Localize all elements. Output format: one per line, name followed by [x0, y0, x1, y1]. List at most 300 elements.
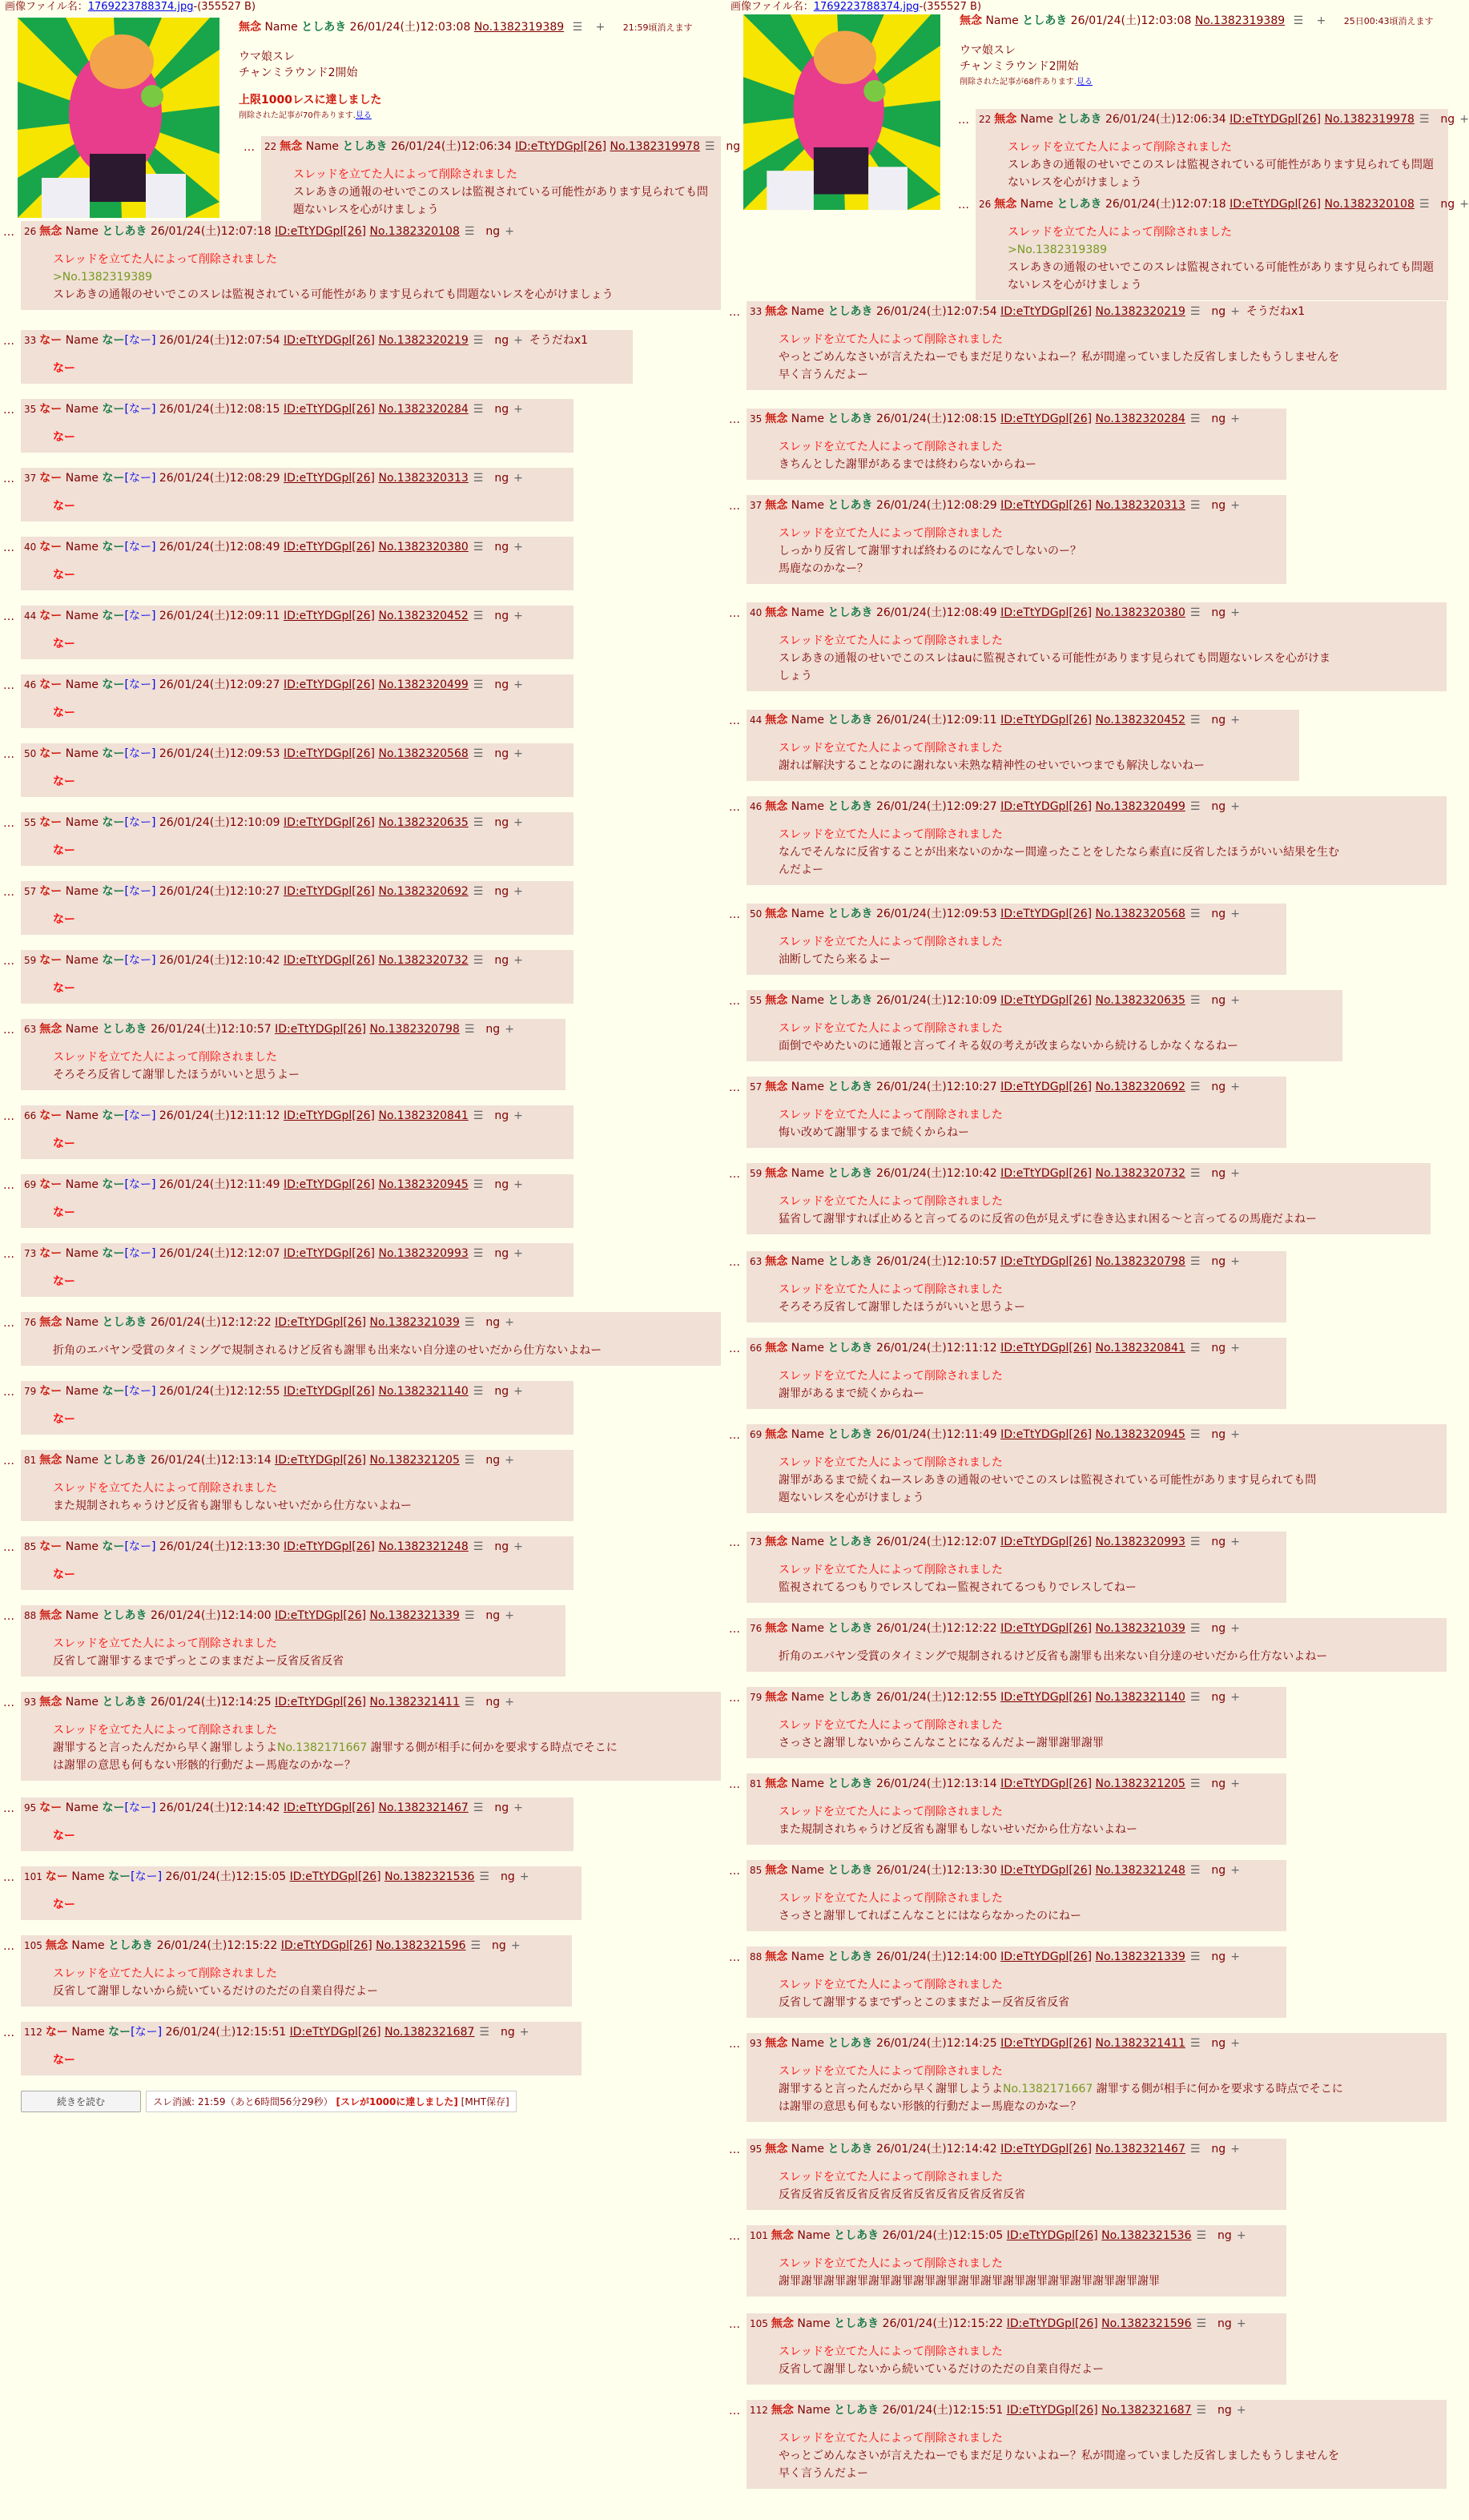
reply-plus-icon[interactable]: +	[510, 1939, 521, 1952]
reply-menu-icon[interactable]: ☰	[1189, 908, 1201, 920]
reply-ng-button[interactable]: ng	[1211, 1081, 1226, 1093]
reply-plus-icon[interactable]: +	[505, 1316, 514, 1329]
reply-plus-icon[interactable]: +	[1230, 1950, 1240, 1963]
reply-no-link[interactable]: No.1382319978	[610, 140, 700, 153]
reply-id-link[interactable]: ID:eTtYDGpl[26]	[1000, 499, 1093, 512]
reply-id-link[interactable]: ID:eTtYDGpl[26]	[284, 334, 376, 347]
reply-no-link[interactable]: No.1382320692	[1095, 1081, 1185, 1093]
reply-id-link[interactable]: ID:eTtYDGpl[26]	[1230, 113, 1322, 126]
reply-menu-icon[interactable]: ☰	[1196, 2317, 1207, 2330]
reply-menu-icon[interactable]: ☰	[473, 816, 484, 829]
reply-id-link[interactable]: ID:eTtYDGpl[26]	[284, 541, 376, 554]
reply-no-link[interactable]: No.1382320108	[369, 225, 460, 238]
reply-no-link[interactable]: No.1382321205	[1095, 1777, 1185, 1790]
reply-mail-link[interactable]: [なー]	[124, 954, 156, 967]
reply-id-link[interactable]: ID:eTtYDGpl[26]	[1000, 1167, 1093, 1180]
reply-ng-button[interactable]: ng	[494, 1385, 509, 1398]
reply-no-link[interactable]: No.1382321596	[376, 1939, 466, 1952]
reply-ng-button[interactable]: ng	[726, 140, 741, 153]
reply-no-link[interactable]: No.1382320732	[378, 954, 469, 967]
reply-plus-icon[interactable]: +	[513, 747, 523, 760]
reply-plus-icon[interactable]: +	[1230, 908, 1240, 920]
reply-no-link[interactable]: No.1382320798	[369, 1023, 460, 1036]
reply-ng-button[interactable]: ng	[494, 885, 509, 898]
reply-no-link[interactable]: No.1382320219	[1095, 305, 1185, 318]
reply-id-link[interactable]: ID:eTtYDGpl[26]	[1000, 1255, 1093, 1268]
reply-ng-button[interactable]: ng	[485, 1696, 501, 1709]
reply-no-link[interactable]: No.1382320452	[1095, 714, 1185, 727]
op-thumbnail[interactable]	[18, 18, 219, 218]
reply-menu-icon[interactable]: ☰	[473, 334, 484, 347]
reply-id-link[interactable]: ID:eTtYDGpl[26]	[1000, 908, 1093, 920]
reply-ng-button[interactable]: ng	[494, 816, 509, 829]
reply-id-link[interactable]: ID:eTtYDGpl[26]	[284, 403, 376, 416]
reply-mail-link[interactable]: [なー]	[131, 2026, 163, 2039]
reply-id-link[interactable]: ID:eTtYDGpl[26]	[1000, 1081, 1093, 1093]
reply-ng-button[interactable]: ng	[494, 954, 509, 967]
reply-plus-icon[interactable]: +	[513, 1247, 523, 1260]
reply-id-link[interactable]: ID:eTtYDGpl[26]	[284, 678, 376, 691]
reply-plus-icon[interactable]: +	[1230, 1255, 1240, 1268]
reply-ng-button[interactable]: ng	[1211, 714, 1226, 727]
reply-menu-icon[interactable]: ☰	[473, 954, 484, 967]
reply-mail-link[interactable]: [なー]	[124, 1178, 156, 1191]
reply-menu-icon[interactable]: ☰	[473, 678, 484, 691]
read-more-button[interactable]: 続きを読む	[21, 2091, 141, 2112]
reply-plus-icon[interactable]: +	[513, 1178, 523, 1191]
reply-no-link[interactable]: No.1382320568	[378, 747, 469, 760]
reply-ng-button[interactable]: ng	[494, 1178, 509, 1191]
reply-ng-button[interactable]: ng	[494, 1109, 509, 1122]
reply-no-link[interactable]: No.1382320108	[1324, 198, 1415, 211]
file-link[interactable]: 1769223788374.jpg	[813, 1, 920, 13]
reply-id-link[interactable]: ID:eTtYDGpl[26]	[284, 472, 376, 485]
reply-id-link[interactable]: ID:eTtYDGpl[26]	[284, 1178, 376, 1191]
reply-ng-button[interactable]: ng	[1211, 1777, 1226, 1790]
reply-no-link[interactable]: No.1382320945	[1095, 1428, 1185, 1441]
reply-menu-icon[interactable]: ☰	[1189, 305, 1201, 318]
reply-id-link[interactable]: ID:eTtYDGpl[26]	[1000, 1691, 1093, 1704]
reply-ng-button[interactable]: ng	[485, 225, 501, 238]
reply-ng-button[interactable]: ng	[1217, 2317, 1232, 2330]
reply-id-link[interactable]: ID:eTtYDGpl[26]	[284, 1109, 376, 1122]
reply-id-link[interactable]: ID:eTtYDGpl[26]	[1000, 305, 1093, 318]
reply-indent-marker: …	[3, 817, 14, 830]
reply-menu-icon[interactable]: ☰	[1189, 1255, 1201, 1268]
reply-menu-icon[interactable]: ☰	[473, 1178, 484, 1191]
reply-no-link[interactable]: No.1382320798	[1095, 1255, 1185, 1268]
reply-plus-icon[interactable]: +	[505, 225, 514, 238]
reply-no-link[interactable]: No.1382320841	[1095, 1342, 1185, 1355]
reply-id-link[interactable]: ID:eTtYDGpl[26]	[1000, 606, 1093, 619]
reply-menu-icon[interactable]: ☰	[1189, 994, 1201, 1007]
reply-plus-icon[interactable]: +	[513, 1540, 523, 1553]
reply-number: 66	[750, 1343, 763, 1354]
reply-plus-icon[interactable]: +	[1230, 1864, 1240, 1877]
reply-no-link[interactable]: No.1382321205	[369, 1454, 460, 1467]
reply-quote-link[interactable]: No.1382171667	[277, 1741, 368, 1754]
reply-menu-icon[interactable]: ☰	[473, 1247, 484, 1260]
reply-no-link[interactable]: No.1382320313	[378, 472, 469, 485]
reply-id-link[interactable]: ID:eTtYDGpl[26]	[284, 1801, 376, 1814]
reply-ng-button[interactable]: ng	[500, 2026, 515, 2039]
reply-ng-button[interactable]: ng	[1211, 1691, 1226, 1704]
reply-no-link[interactable]: No.1382320380	[1095, 606, 1185, 619]
reply-ng-button[interactable]: ng	[1211, 1428, 1226, 1441]
reply-plus-icon[interactable]: +	[513, 403, 523, 416]
reply-menu-icon[interactable]: ☰	[464, 1609, 475, 1622]
reply-no-link[interactable]: No.1382321536	[384, 1870, 475, 1883]
reply-id-link[interactable]: ID:eTtYDGpl[26]	[1230, 198, 1322, 211]
reply-ng-button[interactable]: ng	[1211, 2037, 1226, 2050]
reply-menu-icon[interactable]: ☰	[1189, 800, 1201, 813]
reply-menu-icon[interactable]: ☰	[1189, 714, 1201, 727]
reply-plus-icon[interactable]: +	[519, 1870, 529, 1883]
reply-plus-icon[interactable]: +	[1230, 1536, 1240, 1548]
reply-mail-link[interactable]: [なー]	[124, 472, 156, 485]
reply-ng-button[interactable]: ng	[485, 1023, 501, 1036]
reply-plus-icon[interactable]: +	[1236, 2404, 1246, 2417]
reply-no-link[interactable]: No.1382320499	[1095, 800, 1185, 813]
reply-number: 112	[24, 2027, 42, 2038]
reply-menu-icon[interactable]: ☰	[473, 747, 484, 760]
reply-menu-icon[interactable]: ☰	[1189, 1167, 1201, 1180]
reply-no-link[interactable]: No.1382320284	[1095, 413, 1185, 425]
reply-ng-button[interactable]: ng	[1211, 606, 1226, 619]
reply-plus-icon[interactable]: +	[513, 1385, 523, 1398]
reply-no-link[interactable]: No.1382320732	[1095, 1167, 1185, 1180]
reply-mail-link[interactable]: [なー]	[124, 816, 156, 829]
op-menu-icon[interactable]: ☰	[572, 21, 583, 34]
reply-no-link[interactable]: No.1382320993	[1095, 1536, 1185, 1548]
reply-menu-icon[interactable]: ☰	[473, 1109, 484, 1122]
reply-id-link[interactable]: ID:eTtYDGpl[26]	[284, 1385, 376, 1398]
reply-plus-icon[interactable]: +	[1230, 1622, 1240, 1635]
reply-no-link[interactable]: No.1382321467	[378, 1801, 469, 1814]
reply-mail-link[interactable]: [なー]	[124, 678, 156, 691]
reply-menu-icon[interactable]: ☰	[1189, 2037, 1201, 2050]
reply-plus-icon[interactable]: +	[1230, 1167, 1240, 1180]
reply-ng-button[interactable]: ng	[1211, 994, 1226, 1007]
reply-id-link[interactable]: ID:eTtYDGpl[26]	[280, 1939, 372, 1952]
reply-id-link[interactable]: ID:eTtYDGpl[26]	[284, 747, 376, 760]
reply-ng-button[interactable]: ng	[494, 678, 509, 691]
reply-ng-button[interactable]: ng	[1211, 1342, 1226, 1355]
reply-menu-icon[interactable]: ☰	[1189, 1536, 1201, 1548]
reply-plus-icon[interactable]: +	[1230, 2143, 1240, 2156]
reply-menu-icon[interactable]: ☰	[473, 1385, 484, 1398]
reply-plus-icon[interactable]: +	[505, 1023, 514, 1036]
reply-no-link[interactable]: No.1382320841	[378, 1109, 469, 1122]
reply-menu-icon[interactable]: ☰	[464, 1316, 475, 1329]
reply-no-link[interactable]: No.1382320993	[378, 1247, 469, 1260]
reply-plus-icon[interactable]: +	[505, 1454, 514, 1467]
reply-no-link[interactable]: No.1382321467	[1095, 2143, 1185, 2156]
reply-no-link[interactable]: No.1382321411	[1095, 2037, 1185, 2050]
reply-id-link[interactable]: ID:eTtYDGpl[26]	[1000, 413, 1093, 425]
reply-ng-button[interactable]: ng	[1211, 413, 1226, 425]
reply-id-link[interactable]: ID:eTtYDGpl[26]	[275, 1316, 367, 1329]
reply-plus-icon[interactable]: +	[513, 678, 523, 691]
reply-plus-icon[interactable]: +	[1230, 800, 1240, 813]
reply-mail-link[interactable]: [なー]	[124, 885, 156, 898]
reply-plus-icon[interactable]: +	[513, 472, 523, 485]
reply-menu-icon[interactable]: ☰	[1189, 606, 1201, 619]
reply-menu-icon[interactable]: ☰	[1189, 499, 1201, 512]
reply-mail-link[interactable]: [なー]	[124, 1385, 156, 1398]
reply-menu-icon[interactable]: ☰	[473, 610, 484, 622]
mht-save-link[interactable]: [MHT保存]	[461, 2096, 509, 2107]
reply-ng-button[interactable]: ng	[485, 1454, 501, 1467]
reply-menu-icon[interactable]: ☰	[1189, 1428, 1201, 1441]
reply-ng-button[interactable]: ng	[485, 1316, 501, 1329]
reply-plus-icon[interactable]: +	[1230, 1777, 1240, 1790]
reply-mail-link[interactable]: [なー]	[124, 610, 156, 622]
reply-ng-button[interactable]: ng	[1211, 1536, 1226, 1548]
reply-ng-button[interactable]: ng	[494, 472, 509, 485]
reply-no-link[interactable]: No.1382321248	[378, 1540, 469, 1553]
reply-ng-button[interactable]: ng	[1211, 1622, 1226, 1635]
reply-ng-button[interactable]: ng	[494, 1540, 509, 1553]
reply-line: は謝罪の意思も何もない形骸的行動だよー馬鹿なのかなー？	[779, 2100, 1081, 2113]
reply-no-link[interactable]: No.1382320284	[378, 403, 469, 416]
reply-plus-icon[interactable]: +	[1230, 606, 1240, 619]
reply-menu-icon[interactable]: ☰	[479, 1870, 489, 1883]
reply-mail-link[interactable]: [なー]	[124, 1109, 156, 1122]
reply-plus-icon[interactable]: +	[513, 334, 523, 347]
reply-ng-button[interactable]: ng	[494, 541, 509, 554]
reply-id-link[interactable]: ID:eTtYDGpl[26]	[1000, 2037, 1093, 2050]
op-no-link[interactable]: No.1382319389	[473, 21, 565, 34]
reply-mail-link[interactable]: [なー]	[124, 747, 156, 760]
reply-no-link[interactable]: No.1382321039	[1095, 1622, 1185, 1635]
reply-plus-icon[interactable]: +	[1230, 994, 1240, 1007]
reply-menu-icon[interactable]: ☰	[464, 1023, 475, 1036]
reply-no-link[interactable]: No.1382320635	[1095, 994, 1185, 1007]
reply-id-link[interactable]: ID:eTtYDGpl[26]	[1006, 2404, 1098, 2417]
reply-no-link[interactable]: No.1382321339	[1095, 1950, 1185, 1963]
reply-plus-icon[interactable]: +	[1230, 413, 1240, 425]
reply-menu-icon[interactable]: ☰	[473, 403, 484, 416]
reply-id-link[interactable]: ID:eTtYDGpl[26]	[275, 1454, 367, 1467]
reply-menu-icon[interactable]: ☰	[473, 1540, 484, 1553]
reply-ng-button[interactable]: ng	[1211, 2143, 1226, 2156]
reply-plus-icon[interactable]: +	[1236, 2229, 1246, 2242]
reply-menu-icon[interactable]: ☰	[479, 2026, 489, 2039]
reply-menu-icon[interactable]: ☰	[473, 541, 484, 554]
reply-ng-button[interactable]: ng	[485, 1609, 501, 1622]
reply-plus-icon[interactable]: +	[513, 541, 523, 554]
reply-id-link[interactable]: ID:eTtYDGpl[26]	[515, 140, 607, 153]
reply-plus-icon[interactable]: +	[513, 1109, 523, 1122]
reply-no-link[interactable]: No.1382319978	[1324, 113, 1415, 126]
reply-ng-button[interactable]: ng	[1440, 113, 1455, 126]
reply-quote-link[interactable]: No.1382171667	[1003, 2083, 1093, 2095]
reply-id-link[interactable]: ID:eTtYDGpl[26]	[1000, 800, 1093, 813]
reply-ng-button[interactable]: ng	[494, 403, 509, 416]
reply-menu-icon[interactable]: ☰	[1189, 413, 1201, 425]
reply-ng-button[interactable]: ng	[1440, 198, 1455, 211]
reply-id-link[interactable]: ID:eTtYDGpl[26]	[275, 1609, 367, 1622]
reply-id-link[interactable]: ID:eTtYDGpl[26]	[284, 816, 376, 829]
reply-no-link[interactable]: No.1382320635	[378, 816, 469, 829]
reply-menu-icon[interactable]: ☰	[473, 1801, 484, 1814]
reply-ng-button[interactable]: ng	[494, 610, 509, 622]
reply-no-link[interactable]: No.1382321248	[1095, 1864, 1185, 1877]
reply-menu-icon[interactable]: ☰	[473, 885, 484, 898]
reply-mail-link[interactable]: [なー]	[124, 334, 156, 347]
reply-no-link[interactable]: No.1382320219	[378, 334, 469, 347]
reply-no-link[interactable]: No.1382321411	[369, 1696, 460, 1709]
reply-no-link[interactable]: No.1382321536	[1101, 2229, 1192, 2242]
reply-menu-icon[interactable]: ☰	[1189, 1622, 1201, 1635]
reply-ng-button[interactable]: ng	[1211, 1167, 1226, 1180]
reply-ng-button[interactable]: ng	[1217, 2229, 1232, 2242]
reply-no-link[interactable]: No.1382320945	[378, 1178, 469, 1191]
reply-mail-link[interactable]: [なー]	[131, 1870, 163, 1883]
reply-menu-icon[interactable]: ☰	[1189, 1950, 1201, 1963]
reply-id-link[interactable]: ID:eTtYDGpl[26]	[1006, 2229, 1098, 2242]
reply-ng-button[interactable]: ng	[492, 1939, 506, 1952]
reply-menu-icon[interactable]: ☰	[1189, 1342, 1201, 1355]
reply-ng-button[interactable]: ng	[494, 1801, 509, 1814]
reply-plus-icon[interactable]: +	[1230, 499, 1240, 512]
reply-plus-icon[interactable]: +	[1230, 1081, 1240, 1093]
reply-plus-icon[interactable]: +	[1459, 198, 1469, 211]
reply-menu-icon[interactable]: ☰	[1419, 198, 1430, 211]
reply-id-link[interactable]: ID:eTtYDGpl[26]	[1000, 1622, 1093, 1635]
reply-menu-icon[interactable]: ☰	[1189, 1864, 1201, 1877]
reply-id-link[interactable]: ID:eTtYDGpl[26]	[275, 1023, 367, 1036]
reply-plus-icon[interactable]: +	[1230, 1428, 1240, 1441]
reply-ng-button[interactable]: ng	[1211, 305, 1226, 318]
reply-soudane[interactable]: そうだねx1	[529, 334, 589, 347]
reply-plus-icon[interactable]: +	[505, 1696, 514, 1709]
reply-menu-icon[interactable]: ☰	[1189, 2143, 1201, 2156]
reply-ng-button[interactable]: ng	[1211, 499, 1226, 512]
reply-id-link[interactable]: ID:eTtYDGpl[26]	[275, 1696, 367, 1709]
reply-ng-button[interactable]: ng	[494, 1247, 509, 1260]
reply-id-link[interactable]: ID:eTtYDGpl[26]	[1000, 1864, 1093, 1877]
reply-id-link[interactable]: ID:eTtYDGpl[26]	[1000, 994, 1093, 1007]
reply-menu-icon[interactable]: ☰	[464, 225, 475, 238]
reply-menu-icon[interactable]: ☰	[1189, 1777, 1201, 1790]
reply-plus-icon[interactable]: +	[513, 610, 523, 622]
reply-mail-link[interactable]: [なー]	[124, 1247, 156, 1260]
reply-ng-button[interactable]: ng	[500, 1870, 515, 1883]
reply-ng-button[interactable]: ng	[1211, 908, 1226, 920]
reply-menu-icon[interactable]: ☰	[704, 140, 715, 153]
reply-no-link[interactable]: No.1382321339	[369, 1609, 460, 1622]
reply-id-link[interactable]: ID:eTtYDGpl[26]	[1000, 1536, 1093, 1548]
reply-id-link[interactable]: ID:eTtYDGpl[26]	[284, 610, 376, 622]
deleted-view-link[interactable]: 見る	[355, 111, 372, 120]
reply-plus-icon[interactable]: +	[1236, 2317, 1246, 2330]
reply-ng-button[interactable]: ng	[494, 747, 509, 760]
reply-mail-link[interactable]: [なー]	[124, 1801, 156, 1814]
reply-id-link[interactable]: ID:eTtYDGpl[26]	[284, 1247, 376, 1260]
reply-no-link[interactable]: No.1382320692	[378, 885, 469, 898]
file-link[interactable]: 1769223788374.jpg	[87, 1, 194, 13]
reply-box	[21, 399, 574, 453]
reply-plus-icon[interactable]: +	[1230, 1342, 1240, 1355]
reply-ng-button[interactable]: ng	[1211, 1864, 1226, 1877]
reply-plus-icon[interactable]: +	[513, 1801, 523, 1814]
reply-no-link[interactable]: No.1382320568	[1095, 908, 1185, 920]
reply-plus-icon[interactable]: +	[1230, 2037, 1240, 2050]
reply-no-link[interactable]: No.1382321687	[1101, 2404, 1192, 2417]
reply-ng-button[interactable]: ng	[1211, 1255, 1226, 1268]
op-no-link[interactable]: No.1382319389	[1194, 14, 1286, 27]
reply-plus-icon[interactable]: +	[1230, 714, 1240, 727]
reply-no-link[interactable]: No.1382321687	[384, 2026, 475, 2039]
reply-id-link[interactable]: ID:eTtYDGpl[26]	[1000, 2143, 1093, 2156]
reply-menu-icon[interactable]: ☰	[470, 1939, 481, 1952]
reply-id-link[interactable]: ID:eTtYDGpl[26]	[284, 954, 376, 967]
reply-id-link[interactable]: ID:eTtYDGpl[26]	[1000, 714, 1093, 727]
deleted-view-link[interactable]: 見る	[1076, 78, 1093, 87]
reply-id-link[interactable]: ID:eTtYDGpl[26]	[284, 1540, 376, 1553]
reply-menu-icon[interactable]: ☰	[1196, 2229, 1207, 2242]
op-menu-icon[interactable]: ☰	[1293, 14, 1304, 27]
reply-id-link[interactable]: ID:eTtYDGpl[26]	[1000, 1342, 1093, 1355]
reply-plus-icon[interactable]: +	[505, 1609, 514, 1622]
reply-menu-icon[interactable]: ☰	[1189, 1081, 1201, 1093]
reply-id-link[interactable]: ID:eTtYDGpl[26]	[284, 885, 376, 898]
reply-menu-icon[interactable]: ☰	[464, 1696, 475, 1709]
reply-ng-button[interactable]: ng	[1211, 1950, 1226, 1963]
reply-plus-icon[interactable]: +	[1230, 1691, 1240, 1704]
reply-id-link[interactable]: ID:eTtYDGpl[26]	[1000, 1428, 1093, 1441]
reply-menu-icon[interactable]: ☰	[1189, 1691, 1201, 1704]
reply-ng-button[interactable]: ng	[494, 334, 509, 347]
reply-menu-icon[interactable]: ☰	[464, 1454, 475, 1467]
reply-no-link[interactable]: No.1382320313	[1095, 499, 1185, 512]
reply-id-link[interactable]: ID:eTtYDGpl[26]	[1000, 1950, 1093, 1963]
reply-plus-icon[interactable]: +	[1230, 305, 1240, 318]
reply-ng-button[interactable]: ng	[1211, 800, 1226, 813]
reply-ng-button[interactable]: ng	[1217, 2404, 1232, 2417]
reply-mail-link[interactable]: [なー]	[124, 403, 156, 416]
op-thumbnail[interactable]	[742, 14, 942, 210]
reply-plus-icon[interactable]: +	[513, 885, 523, 898]
reply-id-link[interactable]: ID:eTtYDGpl[26]	[289, 2026, 381, 2039]
reply-no-link[interactable]: No.1382321140	[1095, 1691, 1185, 1704]
reply-menu-icon[interactable]: ☰	[1196, 2404, 1207, 2417]
reply-no-link[interactable]: No.1382321596	[1101, 2317, 1192, 2330]
reply-no-link[interactable]: No.1382321140	[378, 1385, 469, 1398]
reply-no-link[interactable]: No.1382320380	[378, 541, 469, 554]
reply-plus-icon[interactable]: +	[519, 2026, 529, 2039]
reply-id-link[interactable]: ID:eTtYDGpl[26]	[275, 225, 367, 238]
reply-no-link[interactable]: No.1382321039	[369, 1316, 460, 1329]
op-plus-icon[interactable]: +	[1316, 14, 1326, 27]
reply-menu-icon[interactable]: ☰	[1419, 113, 1430, 126]
reply-plus-icon[interactable]: +	[1459, 113, 1469, 126]
reply-plus-icon[interactable]: +	[513, 954, 523, 967]
reply-id-link[interactable]: ID:eTtYDGpl[26]	[1006, 2317, 1098, 2330]
reply-no-link[interactable]: No.1382320452	[378, 610, 469, 622]
reply-plus-icon[interactable]: +	[513, 816, 523, 829]
reply-no-link[interactable]: No.1382320499	[378, 678, 469, 691]
reply-mail-link[interactable]: [なー]	[124, 541, 156, 554]
reply-soudane[interactable]: そうだねx1	[1246, 305, 1306, 318]
op-plus-icon[interactable]: +	[595, 21, 606, 34]
reply-id-link[interactable]: ID:eTtYDGpl[26]	[1000, 1777, 1093, 1790]
reply-menu-icon[interactable]: ☰	[473, 472, 484, 485]
reply-id-link[interactable]: ID:eTtYDGpl[26]	[289, 1870, 381, 1883]
reply-mail-link[interactable]: [なー]	[124, 1540, 156, 1553]
